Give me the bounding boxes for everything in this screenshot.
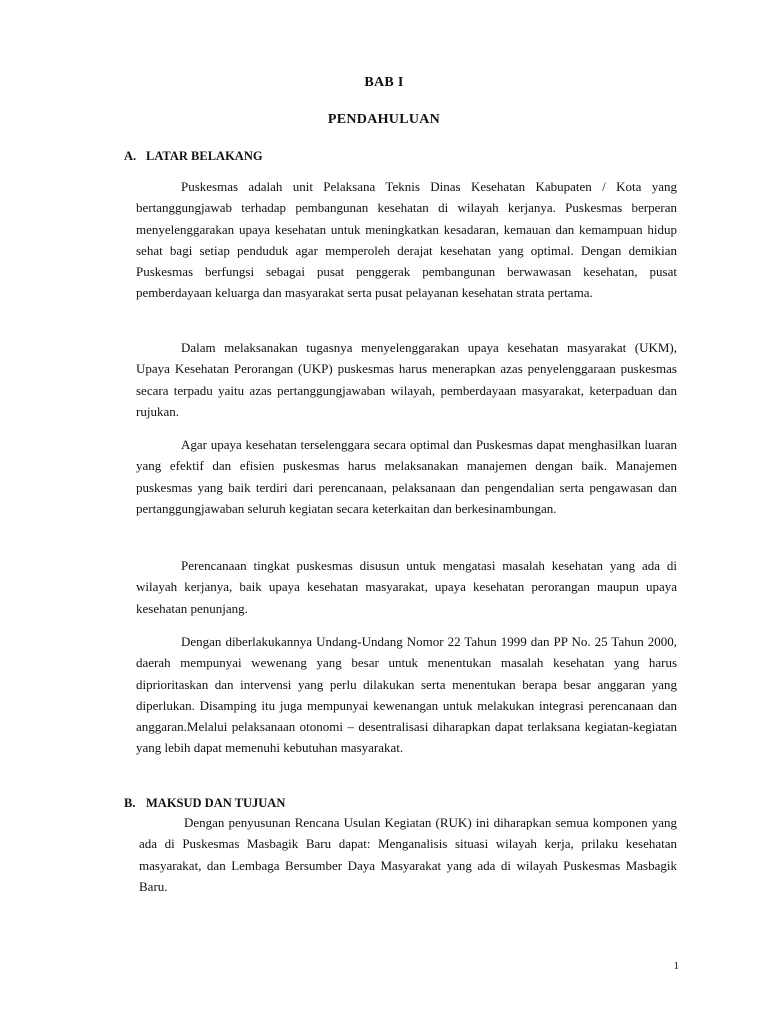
section-number: B. [124,796,136,810]
section-heading-maksud-dan-tujuan [124,796,285,811]
page-number: 1 [673,960,679,972]
section-number: A. [124,149,137,163]
chapter-number: BAB I [364,75,404,90]
section-title: MAKSUD DAN TUJUAN [146,796,286,810]
section-title: LATAR BELAKANG [146,149,263,163]
paragraph: Perencanaan tingkat puskesmas disusun untuk mengatasi masalah kesehatan yang ada di wilayah kerjanya, baik upaya kesehatan masyarakat, upaya kesehatan perorangan maupun upaya kesehatan penunjang. [136,558,677,616]
paragraph: Dengan penyusunan Rencana Usulan Kegiatan (RUK) ini diharapkan semua komponen yang ada di Puskesmas Masbagik Baru dapat: Menganalisis situasi wilayah kerja, prilaku kesehatan masyarakat, dan Lembaga Bersumber Daya Masyarakat yang ada di wilayah Puskesmas Masbagik Baru. [139,815,677,894]
paragraph: Dalam melaksanakan tugasnya menyelenggarakan upaya kesehatan masyarakat (UKM), Upaya Kesehatan Perorangan (UKP) puskesmas harus menerapkan azas penyelenggaraan puskesmas secara terpadu yaitu azas pertanggungjawaban wilayah, pemberdayaan masyarakat, keterpaduan dan rujukan. [136,340,677,419]
paragraph: Puskesmas adalah unit Pelaksana Teknis Dinas Kesehatan Kabupaten / Kota yang bertanggungjawab terhadap pembangunan kesehatan di wilayah kerjanya. Puskesmas berperan menyelenggarakan upaya kesehatan untuk meningkatkan kesadaran, kemauan dan kemampuan hidup sehat bagi setiap penduduk agar memperoleh derajat kesehatan yang optimal. Dengan demikian Puskesmas berfungsi sebagai pusat penggerak pembangunan berwawasan kesehatan, pusat pemberdayaan keluarga dan masyarakat serta pusat pelayanan kesehatan strata pertama. [136,179,677,301]
chapter-title: PENDAHULUAN [327,112,441,127]
paragraph: Agar upaya kesehatan terselenggara secara optimal dan Puskesmas dapat menghasilkan luaran yang efektif dan efisien puskesmas harus melaksanakan manajemen dengan baik. Manajemen puskesmas yang baik terdiri dari perencanaan, pelaksanaan dan pengendalian serta pengawasan dan pertanggungjawaban seluruh kegiatan secara keterkaitan dan berkesinambungan. [136,437,677,516]
section-heading-latar-belakang [124,149,263,164]
paragraph: Dengan diberlakukannya Undang-Undang Nomor 22 Tahun 1999 dan PP No. 25 Tahun 2000, daerah mempunyai wewenang yang besar untuk menentukan masalah kesehatan yang harus diprioritaskan dan intervensi yang perlu dilakukan serta menentukan berapa besar anggaran yang diperlukan. Disamping itu juga mempunyai kewenangan untuk melakukan integrasi perencanaan dan anggaran.Melalui pelaksanaan otonomi – desentralisasi diharapkan dapat terlaksana kegiatan-kegiatan yang lebih dapat memenuhi kebutuhan masyarakat. [136,634,677,756]
